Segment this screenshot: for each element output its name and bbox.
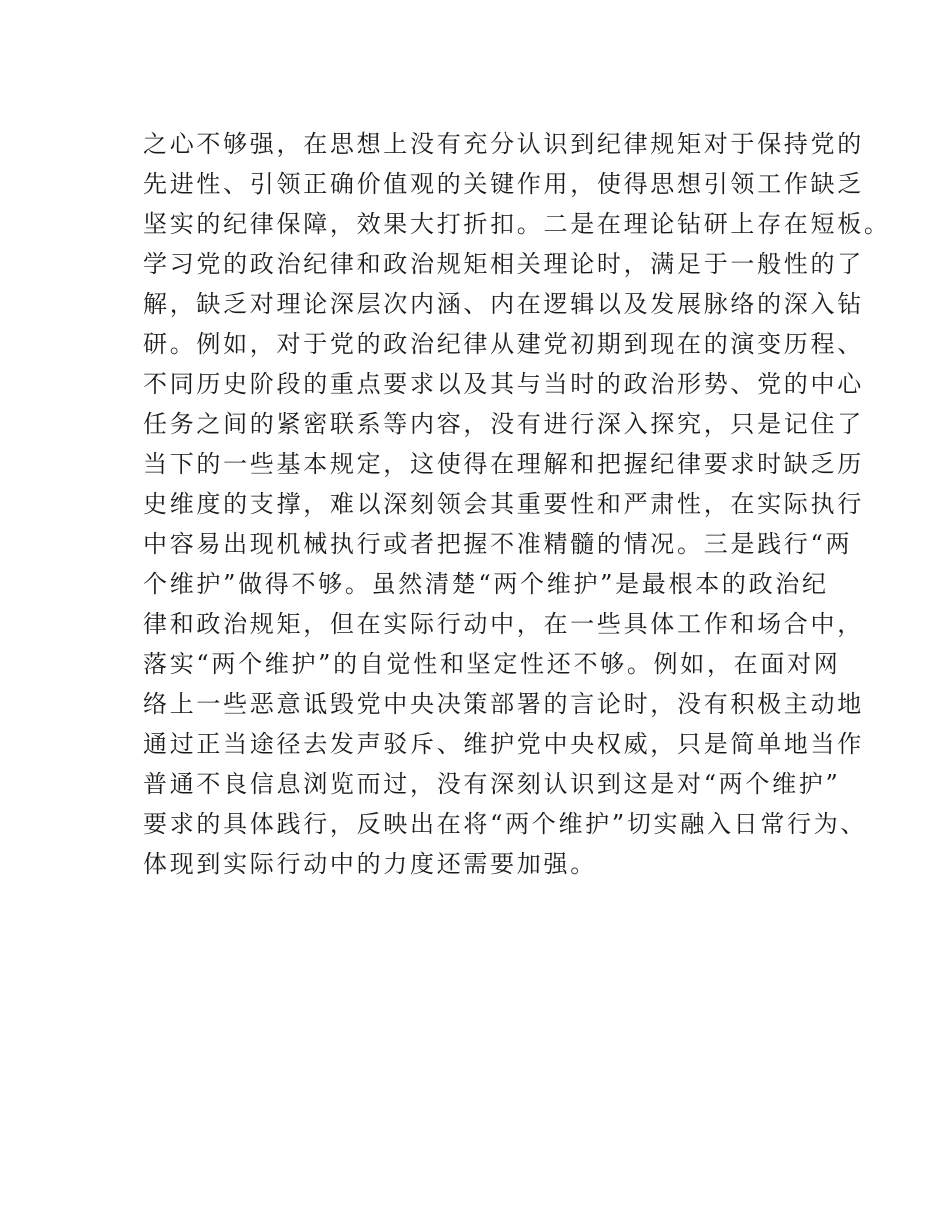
text-line: 络上一些恶意诋毁党中央决策部署的言论时，没有积极主动地 (143, 690, 864, 718)
text-line: 落实“两个维护”的自觉性和坚定性还不够。例如，在面对网 (143, 650, 841, 678)
text-line: 之心不够强，在思想上没有充分认识到纪律规矩对于保持党的 (143, 130, 864, 158)
text-line: 体现到实际行动中的力度还需要加强。 (143, 850, 597, 878)
text-line: 个维护”做得不够。虽然清楚“两个维护”是最根本的政治纪 (143, 570, 829, 598)
text-line: 史维度的支撑，难以深刻领会其重要性和严肃性，在实际执行 (143, 490, 864, 518)
text-line: 任务之间的紧密联系等内容，没有进行深入探究，只是记住了 (143, 410, 864, 438)
text-line: 不同历史阶段的重点要求以及其与当时的政治形势、党的中心 (143, 370, 864, 398)
text-line: 中容易出现机械执行或者把握不准精髓的情况。三是践行“两 (143, 530, 853, 558)
text-line: 坚实的纪律保障，效果大打折扣。二是在理论钻研上存在短板。 (143, 210, 891, 238)
text-line: 解，缺乏对理论深层次内涵、内在逻辑以及发展脉络的深入钻 (143, 290, 864, 318)
text-line: 通过正当途径去发声驳斥、维护党中央权威，只是简单地当作 (143, 730, 864, 758)
text-line: 律和政治规矩，但在实际行动中，在一些具体工作和场合中， (143, 610, 864, 638)
text-line: 普通不良信息浏览而过，没有深刻认识到这是对“两个维护” (143, 770, 841, 798)
text-line: 要求的具体践行，反映出在将“两个维护”切实融入日常行为、 (143, 810, 868, 838)
text-line: 先进性、引领正确价值观的关键作用，使得思想引领工作缺乏 (143, 170, 864, 198)
body-paragraph (143, 124, 891, 884)
text-line: 当下的一些基本规定，这使得在理解和把握纪律要求时缺乏历 (143, 450, 864, 478)
text-line: 学习党的政治纪律和政治规矩相关理论时，满足于一般性的了 (143, 250, 864, 278)
text-line: 研。例如，对于党的政治纪律从建党初期到现在的演变历程、 (143, 330, 864, 358)
